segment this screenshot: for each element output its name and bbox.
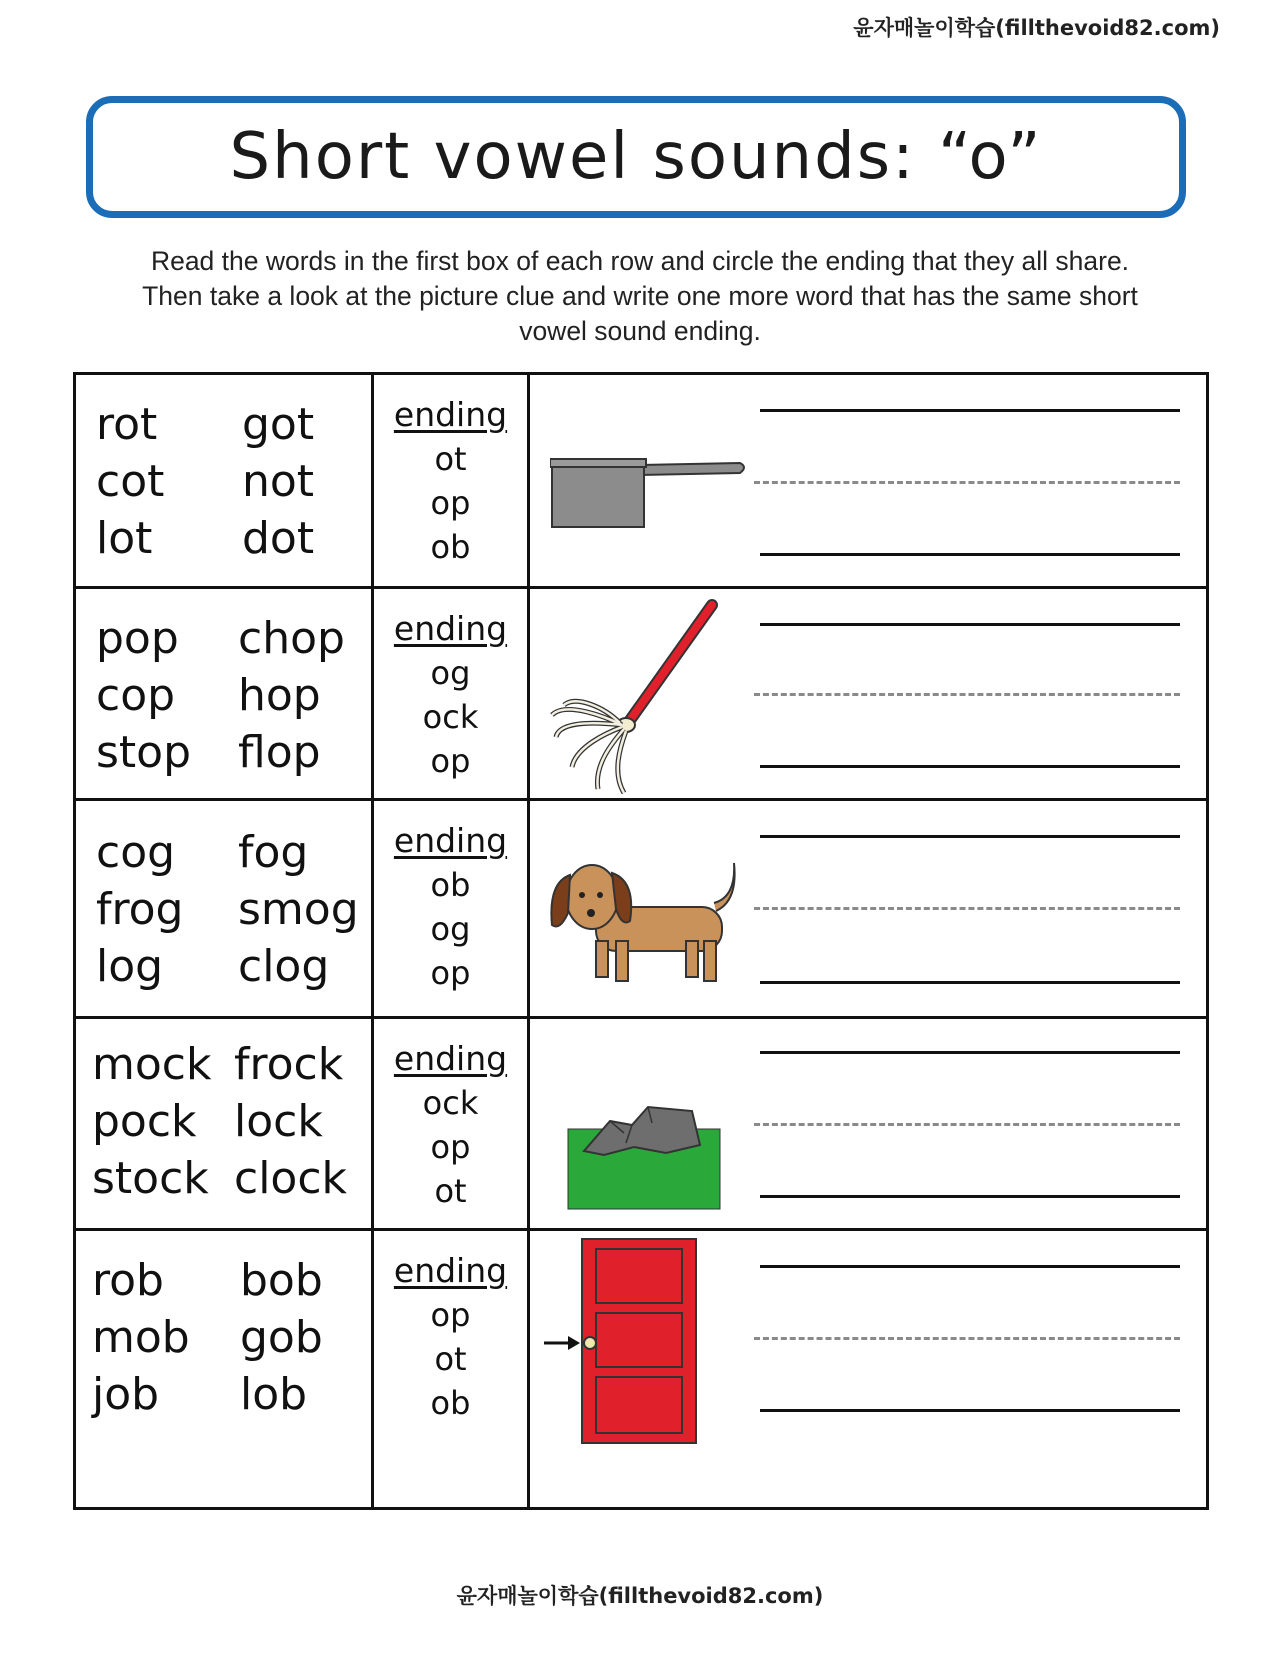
- ending-option[interactable]: ob: [430, 528, 471, 566]
- word: flop: [238, 727, 321, 778]
- word: lot: [96, 513, 153, 564]
- ending-label: ending: [393, 821, 508, 860]
- word: lob: [240, 1369, 308, 1420]
- dog-picture: [546, 857, 746, 987]
- word: job: [92, 1369, 160, 1420]
- door-knob-picture: [540, 1237, 700, 1447]
- worksheet-row-2: [76, 589, 1206, 801]
- ending-option[interactable]: op: [430, 484, 471, 522]
- writing-lines[interactable]: [760, 801, 1180, 1016]
- ending-option[interactable]: og: [430, 910, 471, 948]
- top-line: [760, 835, 1180, 838]
- writing-lines[interactable]: [760, 375, 1180, 586]
- word-list-cell: [76, 801, 374, 1016]
- base-line: [760, 553, 1180, 556]
- picture-clue-cell: [530, 801, 1206, 1016]
- worksheet-row-4: [76, 1019, 1206, 1231]
- writing-lines[interactable]: [760, 589, 1180, 798]
- top-line: [760, 1051, 1180, 1054]
- ending-cell: [374, 375, 530, 586]
- picture-clue-cell: [530, 1231, 1206, 1507]
- word: not: [242, 456, 315, 507]
- midline: [754, 1337, 1180, 1340]
- ending-cell: [374, 589, 530, 798]
- ending-label: ending: [393, 609, 508, 648]
- instructions: [70, 244, 1210, 349]
- word: pop: [96, 613, 179, 664]
- word: hop: [238, 670, 321, 721]
- ending-option[interactable]: ot: [434, 1340, 467, 1378]
- instructions-line-2: Then take a look at the picture clue and write one more word that has the same short: [142, 281, 1138, 311]
- word: chop: [238, 613, 345, 664]
- page-title: Short vowel sounds: “o”: [229, 120, 1043, 194]
- writing-lines[interactable]: [760, 1019, 1180, 1228]
- ending-label: ending: [393, 1039, 508, 1078]
- word: stock: [92, 1153, 209, 1204]
- word: bob: [240, 1255, 323, 1306]
- word: dot: [242, 513, 315, 564]
- ending-option[interactable]: ot: [434, 440, 467, 478]
- word: frock: [234, 1039, 344, 1090]
- word: pock: [92, 1096, 197, 1147]
- word: frog: [96, 884, 184, 935]
- word: got: [242, 399, 315, 450]
- worksheet-table: [73, 372, 1209, 1510]
- top-line: [760, 1265, 1180, 1268]
- ending-label: ending: [393, 1251, 508, 1290]
- base-line: [760, 981, 1180, 984]
- base-line: [760, 1195, 1180, 1198]
- word: log: [96, 941, 164, 992]
- title-box: [86, 96, 1186, 218]
- word: stop: [96, 727, 192, 778]
- credit-bottom: 윤자매놀이학습(fillthevoid82.com): [456, 1584, 824, 1608]
- word: mock: [92, 1039, 212, 1090]
- top-line: [760, 409, 1180, 412]
- mop-picture: [546, 597, 726, 797]
- ending-cell: [374, 1231, 530, 1507]
- word-list-cell: [76, 375, 374, 586]
- ending-option[interactable]: op: [430, 1296, 471, 1334]
- word: fog: [238, 827, 309, 878]
- word: mob: [92, 1312, 190, 1363]
- word: cog: [96, 827, 176, 878]
- instructions-line-3: vowel sound ending.: [519, 316, 761, 346]
- ending-option[interactable]: ock: [422, 698, 479, 736]
- midline: [754, 481, 1180, 484]
- ending-option[interactable]: ob: [430, 1384, 471, 1422]
- pot-picture: [550, 453, 750, 533]
- base-line: [760, 765, 1180, 768]
- midline: [754, 693, 1180, 696]
- midline: [754, 1123, 1180, 1126]
- base-line: [760, 1409, 1180, 1412]
- word-list-cell: [76, 1231, 374, 1507]
- ending-label: ending: [393, 395, 508, 434]
- writing-lines[interactable]: [760, 1231, 1180, 1507]
- picture-clue-cell: [530, 375, 1206, 586]
- word: lock: [234, 1096, 323, 1147]
- top-line: [760, 623, 1180, 626]
- word: cop: [96, 670, 176, 721]
- worksheet-row-5: [76, 1231, 1206, 1507]
- word: cot: [96, 456, 165, 507]
- ending-option[interactable]: op: [430, 1128, 471, 1166]
- credit-top: 윤자매놀이학습(fillthevoid82.com): [853, 16, 1220, 40]
- word: clock: [234, 1153, 348, 1204]
- midline: [754, 907, 1180, 910]
- word: clog: [238, 941, 330, 992]
- word: smog: [238, 884, 359, 935]
- word-list-cell: [76, 589, 374, 798]
- word: gob: [240, 1312, 323, 1363]
- word: rot: [96, 399, 158, 450]
- ending-option[interactable]: ot: [434, 1172, 467, 1210]
- rock-picture: [566, 1103, 726, 1213]
- ending-option[interactable]: op: [430, 954, 471, 992]
- ending-cell: [374, 801, 530, 1016]
- word-list-cell: [76, 1019, 374, 1228]
- worksheet-row-1: [76, 375, 1206, 589]
- instructions-line-1: Read the words in the first box of each row and circle the ending that they all share.: [150, 246, 1130, 276]
- ending-option[interactable]: ock: [422, 1084, 479, 1122]
- ending-option[interactable]: ob: [430, 866, 471, 904]
- worksheet-row-3: [76, 801, 1206, 1019]
- ending-cell: [374, 1019, 530, 1228]
- picture-clue-cell: [530, 589, 1206, 798]
- picture-clue-cell: [530, 1019, 1206, 1228]
- ending-option[interactable]: og: [430, 654, 471, 692]
- word: rob: [92, 1255, 164, 1306]
- ending-option[interactable]: op: [430, 742, 471, 780]
